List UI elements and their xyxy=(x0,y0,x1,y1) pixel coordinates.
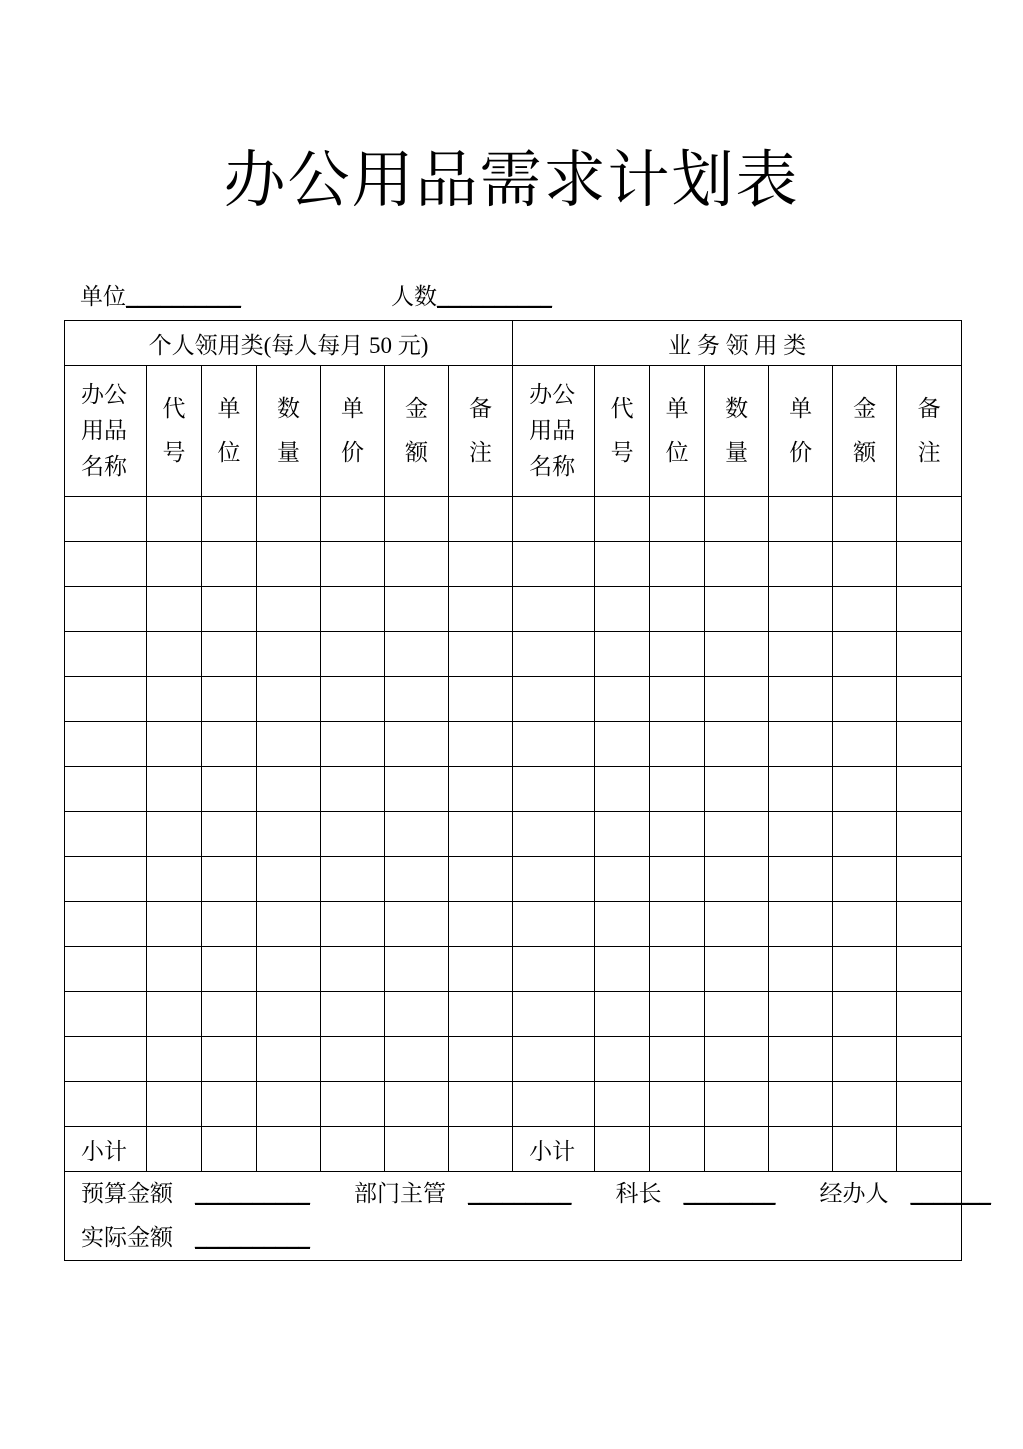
table-cell[interactable] xyxy=(833,767,897,812)
table-cell[interactable] xyxy=(650,542,705,587)
table-cell[interactable] xyxy=(65,767,147,812)
section-business: 业 务 领 用 类 xyxy=(513,321,962,366)
table-cell[interactable] xyxy=(257,857,321,902)
col-header-code: 代 号 xyxy=(147,366,202,497)
table-cell[interactable] xyxy=(897,857,962,902)
table-cell[interactable] xyxy=(147,587,202,632)
table-cell[interactable] xyxy=(513,722,595,767)
table-cell[interactable] xyxy=(513,992,595,1037)
table-row xyxy=(65,1082,962,1127)
table-cell[interactable] xyxy=(147,902,202,947)
table-cell[interactable] xyxy=(897,497,962,542)
table-cell[interactable] xyxy=(705,722,769,767)
people-count-label: 人数 xyxy=(391,284,437,309)
table-cell[interactable] xyxy=(449,542,513,587)
table-cell[interactable] xyxy=(650,677,705,722)
footer-line-2 xyxy=(81,1216,961,1260)
table-cell[interactable] xyxy=(513,857,595,902)
table-cell[interactable] xyxy=(705,812,769,857)
table-cell[interactable] xyxy=(705,587,769,632)
table-cell[interactable] xyxy=(595,542,650,587)
table-cell[interactable] xyxy=(595,1082,650,1127)
table-cell[interactable] xyxy=(769,1082,833,1127)
table-cell[interactable] xyxy=(65,947,147,992)
table-cell[interactable] xyxy=(385,542,449,587)
table-row xyxy=(65,992,962,1037)
table-cell[interactable] xyxy=(257,587,321,632)
table-cell[interactable] xyxy=(769,767,833,812)
subtotal-cell[interactable] xyxy=(650,1127,705,1172)
table-row xyxy=(65,497,962,542)
table-cell[interactable] xyxy=(65,587,147,632)
table-cell[interactable] xyxy=(705,1082,769,1127)
table-cell[interactable] xyxy=(595,632,650,677)
table-cell[interactable] xyxy=(321,947,385,992)
people-count-field xyxy=(391,282,552,312)
table-cell[interactable] xyxy=(147,722,202,767)
table-cell[interactable] xyxy=(321,677,385,722)
table-cell[interactable] xyxy=(833,1082,897,1127)
table-cell[interactable] xyxy=(147,812,202,857)
subtotal-label-personal: 小计 xyxy=(65,1127,147,1172)
table-cell[interactable] xyxy=(833,542,897,587)
table-row xyxy=(65,947,962,992)
table-cell[interactable] xyxy=(449,722,513,767)
table-cell[interactable] xyxy=(449,1037,513,1082)
table-cell[interactable] xyxy=(65,542,147,587)
footer-line-1 xyxy=(81,1172,991,1216)
table-cell[interactable] xyxy=(202,677,257,722)
table-cell[interactable] xyxy=(202,902,257,947)
table-cell[interactable] xyxy=(705,542,769,587)
table-cell[interactable] xyxy=(595,1037,650,1082)
table-cell[interactable] xyxy=(321,722,385,767)
table-cell[interactable] xyxy=(513,677,595,722)
table-cell[interactable] xyxy=(595,497,650,542)
table-cell[interactable] xyxy=(897,812,962,857)
table-cell[interactable] xyxy=(321,587,385,632)
table-cell[interactable] xyxy=(147,947,202,992)
table-cell[interactable] xyxy=(769,587,833,632)
table-cell[interactable] xyxy=(449,767,513,812)
col-header-quantity: 数 量 xyxy=(257,366,321,497)
table-cell[interactable] xyxy=(147,497,202,542)
col-header-unit-price: 单 价 xyxy=(769,366,833,497)
table-cell[interactable] xyxy=(897,1037,962,1082)
table-cell[interactable] xyxy=(202,587,257,632)
table-cell[interactable] xyxy=(705,1037,769,1082)
table-cell[interactable] xyxy=(897,992,962,1037)
table-cell[interactable] xyxy=(769,947,833,992)
subtotal-label-business: 小计 xyxy=(513,1127,595,1172)
table-cell[interactable] xyxy=(705,677,769,722)
table-cell[interactable] xyxy=(65,722,147,767)
subtotal-cell[interactable] xyxy=(321,1127,385,1172)
table-cell[interactable] xyxy=(650,632,705,677)
table-row xyxy=(65,722,962,767)
table-cell[interactable] xyxy=(321,812,385,857)
table-cell[interactable] xyxy=(650,857,705,902)
table-cell[interactable] xyxy=(449,812,513,857)
col-header-unit: 单 位 xyxy=(202,366,257,497)
table-cell[interactable] xyxy=(833,857,897,902)
table-cell[interactable] xyxy=(202,542,257,587)
table-cell[interactable] xyxy=(202,812,257,857)
table-cell[interactable] xyxy=(147,677,202,722)
table-cell[interactable] xyxy=(833,632,897,677)
table-cell[interactable] xyxy=(705,497,769,542)
table-cell[interactable] xyxy=(385,497,449,542)
table-cell[interactable] xyxy=(321,542,385,587)
table-cell[interactable] xyxy=(769,632,833,677)
table-row xyxy=(65,587,962,632)
subtotal-cell[interactable] xyxy=(385,1127,449,1172)
unit-field xyxy=(80,282,241,312)
table-cell[interactable] xyxy=(202,947,257,992)
table-cell[interactable] xyxy=(257,1082,321,1127)
table-cell[interactable] xyxy=(257,1037,321,1082)
table-cell[interactable] xyxy=(321,1037,385,1082)
subtotal-cell[interactable] xyxy=(147,1127,202,1172)
table-cell[interactable] xyxy=(147,632,202,677)
table-cell[interactable] xyxy=(513,497,595,542)
subtotal-cell[interactable] xyxy=(202,1127,257,1172)
plan-table xyxy=(64,320,991,1261)
table-cell[interactable] xyxy=(449,677,513,722)
table-cell[interactable] xyxy=(321,497,385,542)
table-cell[interactable] xyxy=(257,812,321,857)
table-cell[interactable] xyxy=(257,947,321,992)
table-cell[interactable] xyxy=(650,947,705,992)
table-cell[interactable] xyxy=(705,857,769,902)
col-header-item-name: 办公 用品 名称 xyxy=(65,366,147,497)
table-cell[interactable] xyxy=(650,587,705,632)
table-cell[interactable] xyxy=(897,677,962,722)
table-cell[interactable] xyxy=(650,1037,705,1082)
table-cell[interactable] xyxy=(321,857,385,902)
table-cell[interactable] xyxy=(385,722,449,767)
table-cell[interactable] xyxy=(650,497,705,542)
table-cell[interactable] xyxy=(449,587,513,632)
subtotal-row xyxy=(65,1127,962,1172)
table-cell[interactable] xyxy=(513,902,595,947)
table-cell[interactable] xyxy=(449,1082,513,1127)
table-row xyxy=(65,677,962,722)
table-cell[interactable] xyxy=(833,812,897,857)
col-header-quantity: 数 量 xyxy=(705,366,769,497)
table-cell[interactable] xyxy=(65,677,147,722)
table-cell[interactable] xyxy=(385,677,449,722)
table-row xyxy=(65,767,962,812)
table-cell[interactable] xyxy=(385,767,449,812)
table-cell[interactable] xyxy=(650,992,705,1037)
budget-amount-field[interactable]: 预算金额 __________ xyxy=(81,1181,310,1206)
subtotal-cell[interactable] xyxy=(257,1127,321,1172)
table-cell[interactable] xyxy=(147,1037,202,1082)
footer-row xyxy=(65,1172,962,1261)
table-cell[interactable] xyxy=(595,857,650,902)
col-header-amount: 金 额 xyxy=(385,366,449,497)
table-cell[interactable] xyxy=(385,587,449,632)
people-count-blank[interactable]: __________ xyxy=(437,284,552,309)
table-cell[interactable] xyxy=(650,767,705,812)
table-cell[interactable] xyxy=(449,947,513,992)
table-row xyxy=(65,542,962,587)
table-cell[interactable] xyxy=(705,632,769,677)
table-cell[interactable] xyxy=(257,677,321,722)
table-cell[interactable] xyxy=(897,632,962,677)
actual-amount-field[interactable]: 实际金额 __________ xyxy=(81,1225,310,1250)
table-cell[interactable] xyxy=(65,857,147,902)
table-cell[interactable] xyxy=(595,722,650,767)
signature-area xyxy=(65,1172,991,1261)
table-cell[interactable] xyxy=(769,992,833,1037)
col-header-code: 代 号 xyxy=(595,366,650,497)
table-cell[interactable] xyxy=(513,587,595,632)
table-cell[interactable] xyxy=(833,902,897,947)
table-cell[interactable] xyxy=(65,497,147,542)
table-cell[interactable] xyxy=(385,812,449,857)
table-cell[interactable] xyxy=(705,902,769,947)
subtotal-cell[interactable] xyxy=(833,1127,897,1172)
table-cell[interactable] xyxy=(147,542,202,587)
department-manager-field[interactable]: 部门主管 _________ xyxy=(354,1181,572,1206)
table-row xyxy=(65,812,962,857)
table-cell[interactable] xyxy=(257,767,321,812)
table-cell[interactable] xyxy=(833,947,897,992)
table-cell[interactable] xyxy=(513,812,595,857)
table-cell[interactable] xyxy=(257,902,321,947)
table-cell[interactable] xyxy=(385,857,449,902)
table-cell[interactable] xyxy=(385,1037,449,1082)
table-cell[interactable] xyxy=(385,902,449,947)
table-cell[interactable] xyxy=(833,497,897,542)
table-cell[interactable] xyxy=(202,857,257,902)
col-header-unit-price: 单 价 xyxy=(321,366,385,497)
table-cell[interactable] xyxy=(147,767,202,812)
table-cell[interactable] xyxy=(897,902,962,947)
table-cell[interactable] xyxy=(449,902,513,947)
table-cell[interactable] xyxy=(897,947,962,992)
table-row xyxy=(65,857,962,902)
table-cell[interactable] xyxy=(595,902,650,947)
table-cell[interactable] xyxy=(595,992,650,1037)
subtotal-cell[interactable] xyxy=(897,1127,962,1172)
table-cell[interactable] xyxy=(257,632,321,677)
table-cell[interactable] xyxy=(769,902,833,947)
table-cell[interactable] xyxy=(147,992,202,1037)
table-cell[interactable] xyxy=(769,1037,833,1082)
unit-label: 单位 xyxy=(80,284,126,309)
table-cell[interactable] xyxy=(897,1082,962,1127)
table-cell[interactable] xyxy=(833,992,897,1037)
table-cell[interactable] xyxy=(65,1037,147,1082)
table-row xyxy=(65,632,962,677)
table-cell[interactable] xyxy=(769,857,833,902)
col-header-remark: 备 注 xyxy=(897,366,962,497)
table-cell[interactable] xyxy=(705,767,769,812)
table-cell[interactable] xyxy=(449,632,513,677)
table-cell[interactable] xyxy=(202,992,257,1037)
col-header-amount: 金 额 xyxy=(833,366,897,497)
table-cell[interactable] xyxy=(65,902,147,947)
table-cell[interactable] xyxy=(385,632,449,677)
table-cell[interactable] xyxy=(65,1082,147,1127)
table-cell[interactable] xyxy=(705,992,769,1037)
table-cell[interactable] xyxy=(321,902,385,947)
table-cell[interactable] xyxy=(833,677,897,722)
table-cell[interactable] xyxy=(595,812,650,857)
table-cell[interactable] xyxy=(595,677,650,722)
table-cell[interactable] xyxy=(650,1082,705,1127)
table-cell[interactable] xyxy=(897,767,962,812)
col-header-item-name: 办公 用品 名称 xyxy=(513,366,595,497)
table-cell[interactable] xyxy=(147,1082,202,1127)
page-title: 办公用品需求计划表 xyxy=(223,143,800,216)
col-header-remark: 备 注 xyxy=(449,366,513,497)
subtotal-cell[interactable] xyxy=(705,1127,769,1172)
table-cell[interactable] xyxy=(202,722,257,767)
unit-blank[interactable]: __________ xyxy=(126,284,241,309)
table-cell[interactable] xyxy=(769,677,833,722)
table-cell[interactable] xyxy=(202,1082,257,1127)
table-cell[interactable] xyxy=(650,812,705,857)
table-cell[interactable] xyxy=(513,1082,595,1127)
table-cell[interactable] xyxy=(595,587,650,632)
table-cell[interactable] xyxy=(769,812,833,857)
table-cell[interactable] xyxy=(321,767,385,812)
table-cell[interactable] xyxy=(650,722,705,767)
table-cell[interactable] xyxy=(513,1037,595,1082)
table-cell[interactable] xyxy=(449,992,513,1037)
table-row xyxy=(65,1037,962,1082)
section-header-row xyxy=(65,321,962,366)
table-cell[interactable] xyxy=(321,992,385,1037)
table-cell[interactable] xyxy=(385,947,449,992)
table-cell[interactable] xyxy=(595,947,650,992)
table-cell[interactable] xyxy=(449,857,513,902)
table-cell[interactable] xyxy=(705,947,769,992)
table-cell[interactable] xyxy=(595,767,650,812)
table-cell[interactable] xyxy=(257,992,321,1037)
table-cell[interactable] xyxy=(65,812,147,857)
table-cell[interactable] xyxy=(257,497,321,542)
table-cell[interactable] xyxy=(897,722,962,767)
table-cell[interactable] xyxy=(833,722,897,767)
table-cell[interactable] xyxy=(449,497,513,542)
table-cell[interactable] xyxy=(769,497,833,542)
table-cell[interactable] xyxy=(833,1037,897,1082)
table-cell[interactable] xyxy=(65,632,147,677)
table-cell[interactable] xyxy=(202,767,257,812)
subtotal-cell[interactable] xyxy=(595,1127,650,1172)
table-cell[interactable] xyxy=(65,992,147,1037)
col-header-unit: 单 位 xyxy=(650,366,705,497)
table-cell[interactable] xyxy=(257,542,321,587)
table-cell[interactable] xyxy=(321,632,385,677)
table-cell[interactable] xyxy=(385,1082,449,1127)
subtotal-cell[interactable] xyxy=(769,1127,833,1172)
column-header-row xyxy=(65,366,962,497)
table-cell[interactable] xyxy=(897,587,962,632)
table-cell[interactable] xyxy=(650,902,705,947)
table-cell[interactable] xyxy=(513,767,595,812)
section-chief-field[interactable]: 科长 ________ xyxy=(615,1181,776,1206)
table-row xyxy=(65,902,962,947)
table-cell[interactable] xyxy=(202,497,257,542)
handler-field[interactable]: 经办人 _______ xyxy=(819,1181,991,1206)
table-cell[interactable] xyxy=(513,632,595,677)
table-cell[interactable] xyxy=(513,947,595,992)
table-cell[interactable] xyxy=(513,542,595,587)
table-cell[interactable] xyxy=(897,542,962,587)
subtotal-cell[interactable] xyxy=(449,1127,513,1172)
table-cell[interactable] xyxy=(385,992,449,1037)
table-cell[interactable] xyxy=(833,587,897,632)
table-cell[interactable] xyxy=(321,1082,385,1127)
table-cell[interactable] xyxy=(147,857,202,902)
table-cell[interactable] xyxy=(769,542,833,587)
table-cell[interactable] xyxy=(769,722,833,767)
table-cell[interactable] xyxy=(202,632,257,677)
table-cell[interactable] xyxy=(257,722,321,767)
section-personal: 个人领用类(每人每月 50 元) xyxy=(65,321,513,366)
table-cell[interactable] xyxy=(202,1037,257,1082)
